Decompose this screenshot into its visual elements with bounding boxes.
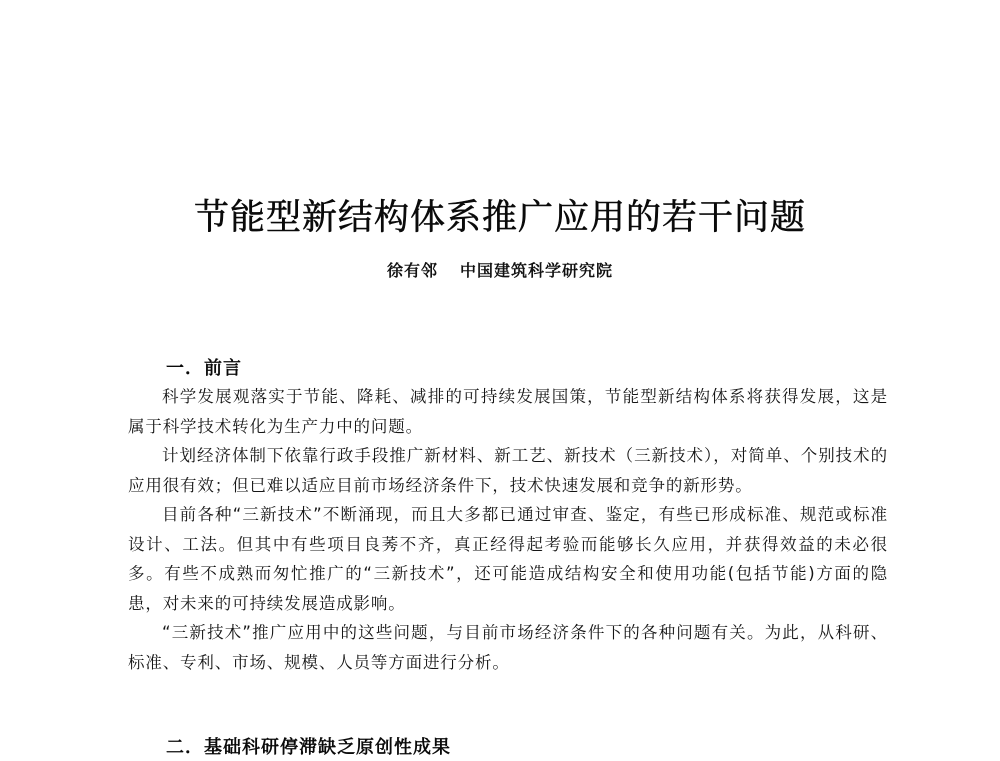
byline <box>0 260 1000 282</box>
paragraph: “三新技术”推广应用中的这些问题，与目前市场经济条件下的各种问题有关。为此，从科研、标准、专利、市场、规模、人员等方面进行分析。 <box>128 623 888 672</box>
author-affiliation: 中国建筑科学研究院 <box>460 261 614 280</box>
paper-title: 节能型新结构体系推广应用的若干问题 <box>193 198 806 239</box>
paragraph: 计划经济体制下依靠行政手段推广新材料、新工艺、新技术（三新技术），对简单、个别技术的应用很有效；但已难以适应目前市场经济条件下，技术快速发展和竞争的新形势。 <box>128 446 888 495</box>
paragraph: 科学发展观落实于节能、降耗、减排的可持续发展国策，节能型新结构体系将获得发展，这是属于科学技术转化为生产力中的问题。 <box>128 387 888 436</box>
author-name: 徐有邻 <box>386 261 438 280</box>
section-body-introduction <box>128 382 888 677</box>
paragraph: 目前各种“三新技术”不断涌现，而且大多都已通过审查、鉴定，有些已形成标准、规范或标准设计、工法。但其中有些项目良莠不齐，真正经得起考验而能够长久应用，并获得效益的未必很多。有些不成熟而匆忙推广的“三新技术”，还可能造成结构安全和使用功能(包括节能)方面的隐患，对未来的可持续发展造成影响。 <box>128 505 888 613</box>
section-heading-introduction: 一．前言 <box>166 357 242 379</box>
section-heading-basic-research: 二．基础科研停滞缺乏原创性成果 <box>166 736 451 758</box>
